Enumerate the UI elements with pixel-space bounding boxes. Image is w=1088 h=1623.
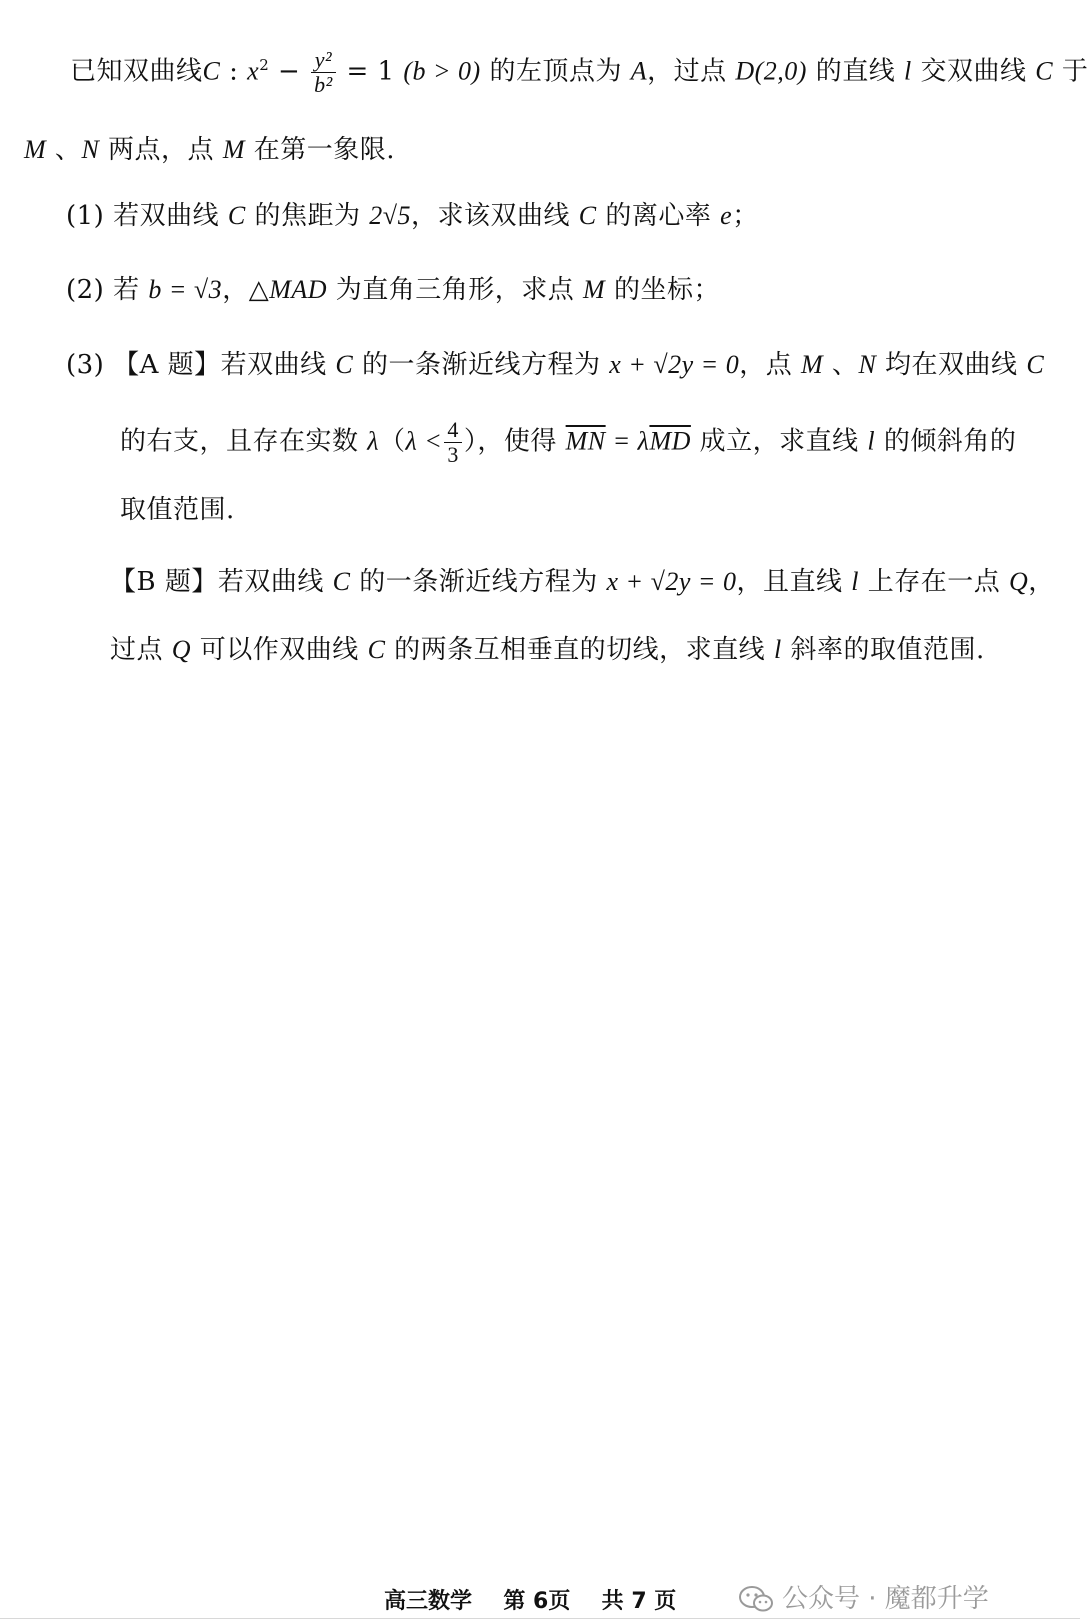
fraction-y2-b2: $\frac{\text{y²}}{\text{b²}}$ [311, 48, 336, 97]
fraction-4-3: $\frac{4}{3}$ [444, 418, 462, 467]
page-footer [384, 1588, 676, 1616]
intro-line-2: M 、N 两点，点 M 在第一象限. [24, 135, 396, 165]
watermark [738, 1583, 989, 1615]
footer-total: 共 7 页 [601, 1589, 677, 1614]
question-3a-line-2: 的右支，且存在实数 λ（λ < $\frac{4}{3}$ ），使得 $\overline{MN} = \lambda\overline{MD}$ 成立，求直线 l 的倾斜角的 [120, 417, 1017, 467]
intro-line-1: 已知双曲线C : $x^2$ − $\frac{\text{y²}}{\text{b²}}$ = 1 (b > 0) 的左顶点为 A，过点 D(2,0) 的直线 l 交双曲线 C 于 [70, 47, 1088, 98]
question-3a-line-3: 取值范围. [120, 495, 235, 525]
question-3a-line-1: (3) 【A 题】若双曲线 C 的一条渐近线方程为 x + √2y = 0，点 M 、N 均在双曲线 C [66, 350, 1045, 380]
question-3b-line-1: 【B 题】若双曲线 C 的一条渐近线方程为 x + √2y = 0，且直线 l 上存在一点 Q， [110, 567, 1055, 597]
question-1: (1) 若双曲线 C 的焦距为 2√5，求该双曲线 C 的离心率 e； [66, 201, 759, 231]
vector-md: $\overline{MD}$ [649, 426, 691, 456]
wechat-icon [738, 1585, 774, 1613]
footer-subject: 高三数学 [384, 1589, 473, 1614]
question-3b-line-2: 过点 Q 可以作双曲线 C 的两条互相垂直的切线，求直线 l 斜率的取值范围. [110, 635, 985, 665]
footer-page: 第 6页 [503, 1589, 571, 1614]
vector-mn: $\overline{MN}$ [565, 426, 606, 456]
question-2: (2) 若 b = √3，△MAD 为直角三角形，求点 M 的坐标； [66, 275, 720, 305]
bottom-divider [0, 1618, 1080, 1619]
watermark-text: 公众号 · 魔都升学 [782, 1584, 989, 1614]
